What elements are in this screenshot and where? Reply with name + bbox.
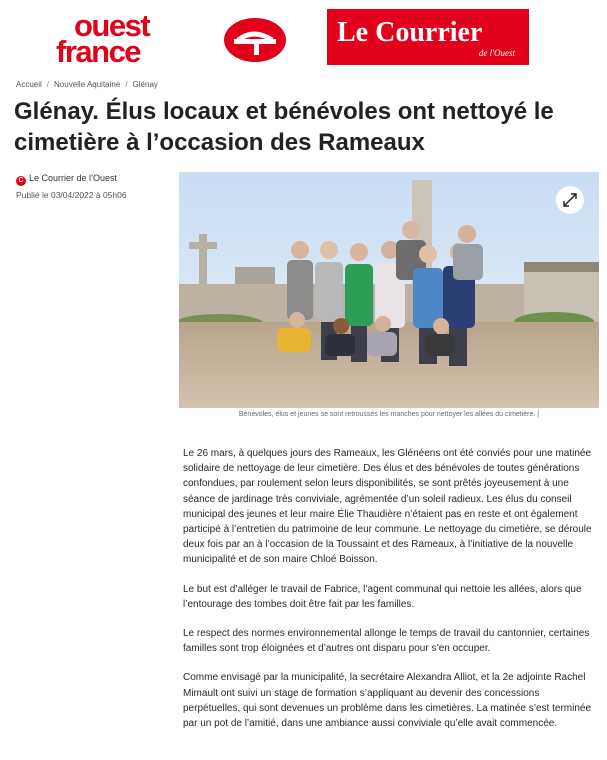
courrier-badge-icon: C bbox=[16, 176, 26, 186]
header-logos bbox=[0, 8, 607, 69]
expand-photo-button[interactable] bbox=[556, 186, 584, 214]
le-courrier-logo[interactable] bbox=[327, 9, 529, 65]
article-paragraph: Le 26 mars, à quelques jours des Rameaux, les Glénéens ont été conviés pour une matinée solidaire de nettoyage de leur cimetière. Des élus et des bénévoles de toutes générations confondues, par roulement selon leurs disponibilités, se sont prêtés joyeusement à une séance de jardinage très conviviale, agrémentée d’un soleil radieux. Les élus du conseil municipal des jeunes et leur maire Élie Thaudière n’étaient pas en reste et ont également participé à l’entretien du patrimoine de leur commune. Le nettoyage du cimetière, se déroule deux fois par an à l’occasion de la Toussaint et des Rameaux, à l’initiative de la nouvelle municipalité et de son maire Chloé Boisson. bbox=[183, 448, 592, 566]
ouest-france-logo[interactable] bbox=[56, 8, 296, 69]
ouest-france-emblem-icon bbox=[224, 18, 286, 62]
ouest-france-logo-line1: ouest bbox=[74, 8, 150, 43]
article-source[interactable] bbox=[16, 173, 117, 186]
le-courrier-logo-main: Le Courrier bbox=[337, 17, 483, 48]
ouest-france-logo-line2: france bbox=[56, 34, 141, 69]
article-paragraph: Comme envisagé par la municipalité, la secrétaire Alexandra Alliot, et la 2e adjointe Rachel Mimault ont suivi un stage de formation s’appliquant au devenir des concessions perpétuelles, qui sont devenues un problème dans les cimetières. La matinée s’est terminée par un pot de l’amitié, dans une ambiance aussi conviviale qu’elle avait commencée. bbox=[183, 672, 592, 730]
breadcrumb-item-commune[interactable]: Glénay bbox=[132, 80, 158, 89]
breadcrumb-separator: / bbox=[125, 80, 128, 89]
breadcrumb-item-accueil[interactable]: Accueil bbox=[16, 80, 42, 89]
article-photo[interactable] bbox=[179, 172, 599, 408]
article-paragraph: Le but est d’alléger le travail de Fabrice, l’agent communal qui nettoie les allées, alors que l’entourage des tombes doit être fait par les familles. bbox=[183, 583, 582, 610]
article-paragraph: Le respect des normes environnemental allonge le temps de travail du cantonnier, certaines familles sont trop éloignées et d’autres ont disparu pour s’en occuper. bbox=[183, 628, 590, 655]
photo-caption: Bénévoles, élus et jeunes se sont retroussés les manches pour nettoyer les allées du cimetière. | bbox=[238, 411, 540, 418]
expand-arrows-icon bbox=[562, 192, 578, 208]
breadcrumb-item-region[interactable]: Nouvelle Aquitaine bbox=[54, 80, 121, 89]
le-courrier-logo-sub: de l'Ouest bbox=[478, 48, 515, 58]
article-title: Glénay. Élus locaux et bénévoles ont nettoyé le cimetière à l’occasion des Rameaux bbox=[14, 98, 554, 156]
article-source-label: Le Courrier de l’Ouest bbox=[29, 173, 118, 183]
article-published-date: Publié le 03/04/2022 à 05h06 bbox=[16, 190, 127, 200]
breadcrumb bbox=[16, 80, 158, 89]
article-body bbox=[183, 446, 599, 745]
group-photo-illustration bbox=[179, 172, 599, 408]
breadcrumb-separator: / bbox=[46, 80, 50, 89]
